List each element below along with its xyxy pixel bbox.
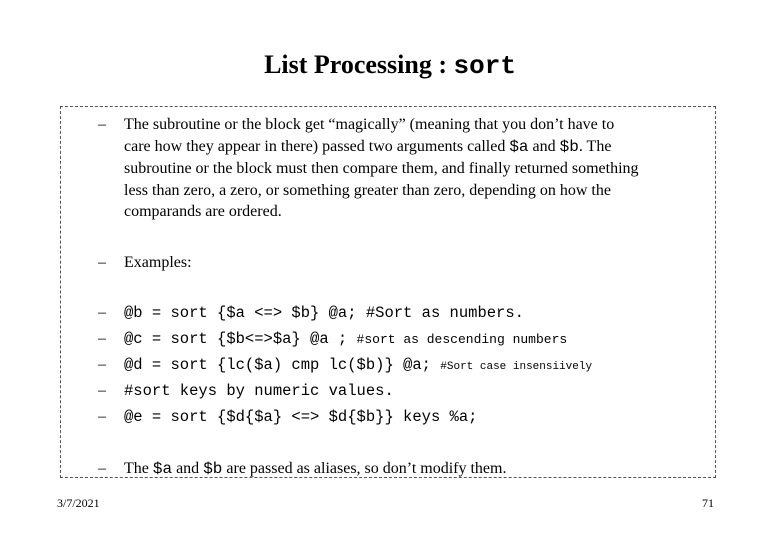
var-a: $a	[152, 460, 173, 478]
footer-date: 3/7/2021	[57, 496, 100, 510]
slide-title	[0, 49, 780, 82]
title-text: List Processing :	[264, 50, 454, 79]
bullet-dash: –	[98, 304, 106, 321]
code-text: @d = sort {lc($a) cmp lc($b)} @a; #Sort case insensiively	[124, 356, 593, 374]
examples-label: Examples:	[124, 254, 192, 271]
description-paragraph	[124, 114, 639, 223]
code-comment: #Sort case insensiively	[440, 361, 593, 373]
description-line-5: comparands are ordered.	[124, 203, 282, 220]
code-text: @e = sort {$d{$a} <=> $d{$b}} keys %a;	[124, 408, 478, 426]
code-text: @c = sort {$b<=>$a} @a ; #sort as descending numbers	[124, 330, 568, 348]
bullet-dash: –	[98, 254, 106, 271]
bullet-dash: –	[98, 408, 106, 425]
description-line-1: The subroutine or the block get “magically” (meaning that you don’t have to	[124, 116, 615, 133]
aliases-note: The $a and $b are passed as aliases, so don’t modify them.	[124, 460, 507, 478]
description-line-4: less than zero, a zero, or something greater than zero, depending on how the	[124, 181, 611, 199]
var-b: $b	[559, 137, 579, 156]
code-comment: #sort as descending numbers	[356, 332, 568, 347]
description-line-2: care how they appear in there) passed two arguments called $a and $b. The	[124, 137, 612, 156]
bullet-dash: –	[98, 330, 106, 347]
bullet-dash: –	[98, 460, 106, 477]
bullet-dash: –	[98, 356, 106, 373]
var-a: $a	[509, 137, 529, 156]
var-b: $b	[203, 460, 223, 478]
bullet-dash: –	[98, 382, 106, 399]
bullet-dash: –	[98, 116, 106, 133]
title-code: sort	[453, 51, 516, 81]
code-text: @b = sort {$a <=> $b} @a; #Sort as numbers.	[124, 304, 524, 322]
code-text: #sort keys by numeric values.	[124, 382, 394, 400]
description-line-3: subroutine or the block must then compare them, and finally returned something	[124, 160, 639, 177]
slide-number: 71	[702, 496, 714, 510]
